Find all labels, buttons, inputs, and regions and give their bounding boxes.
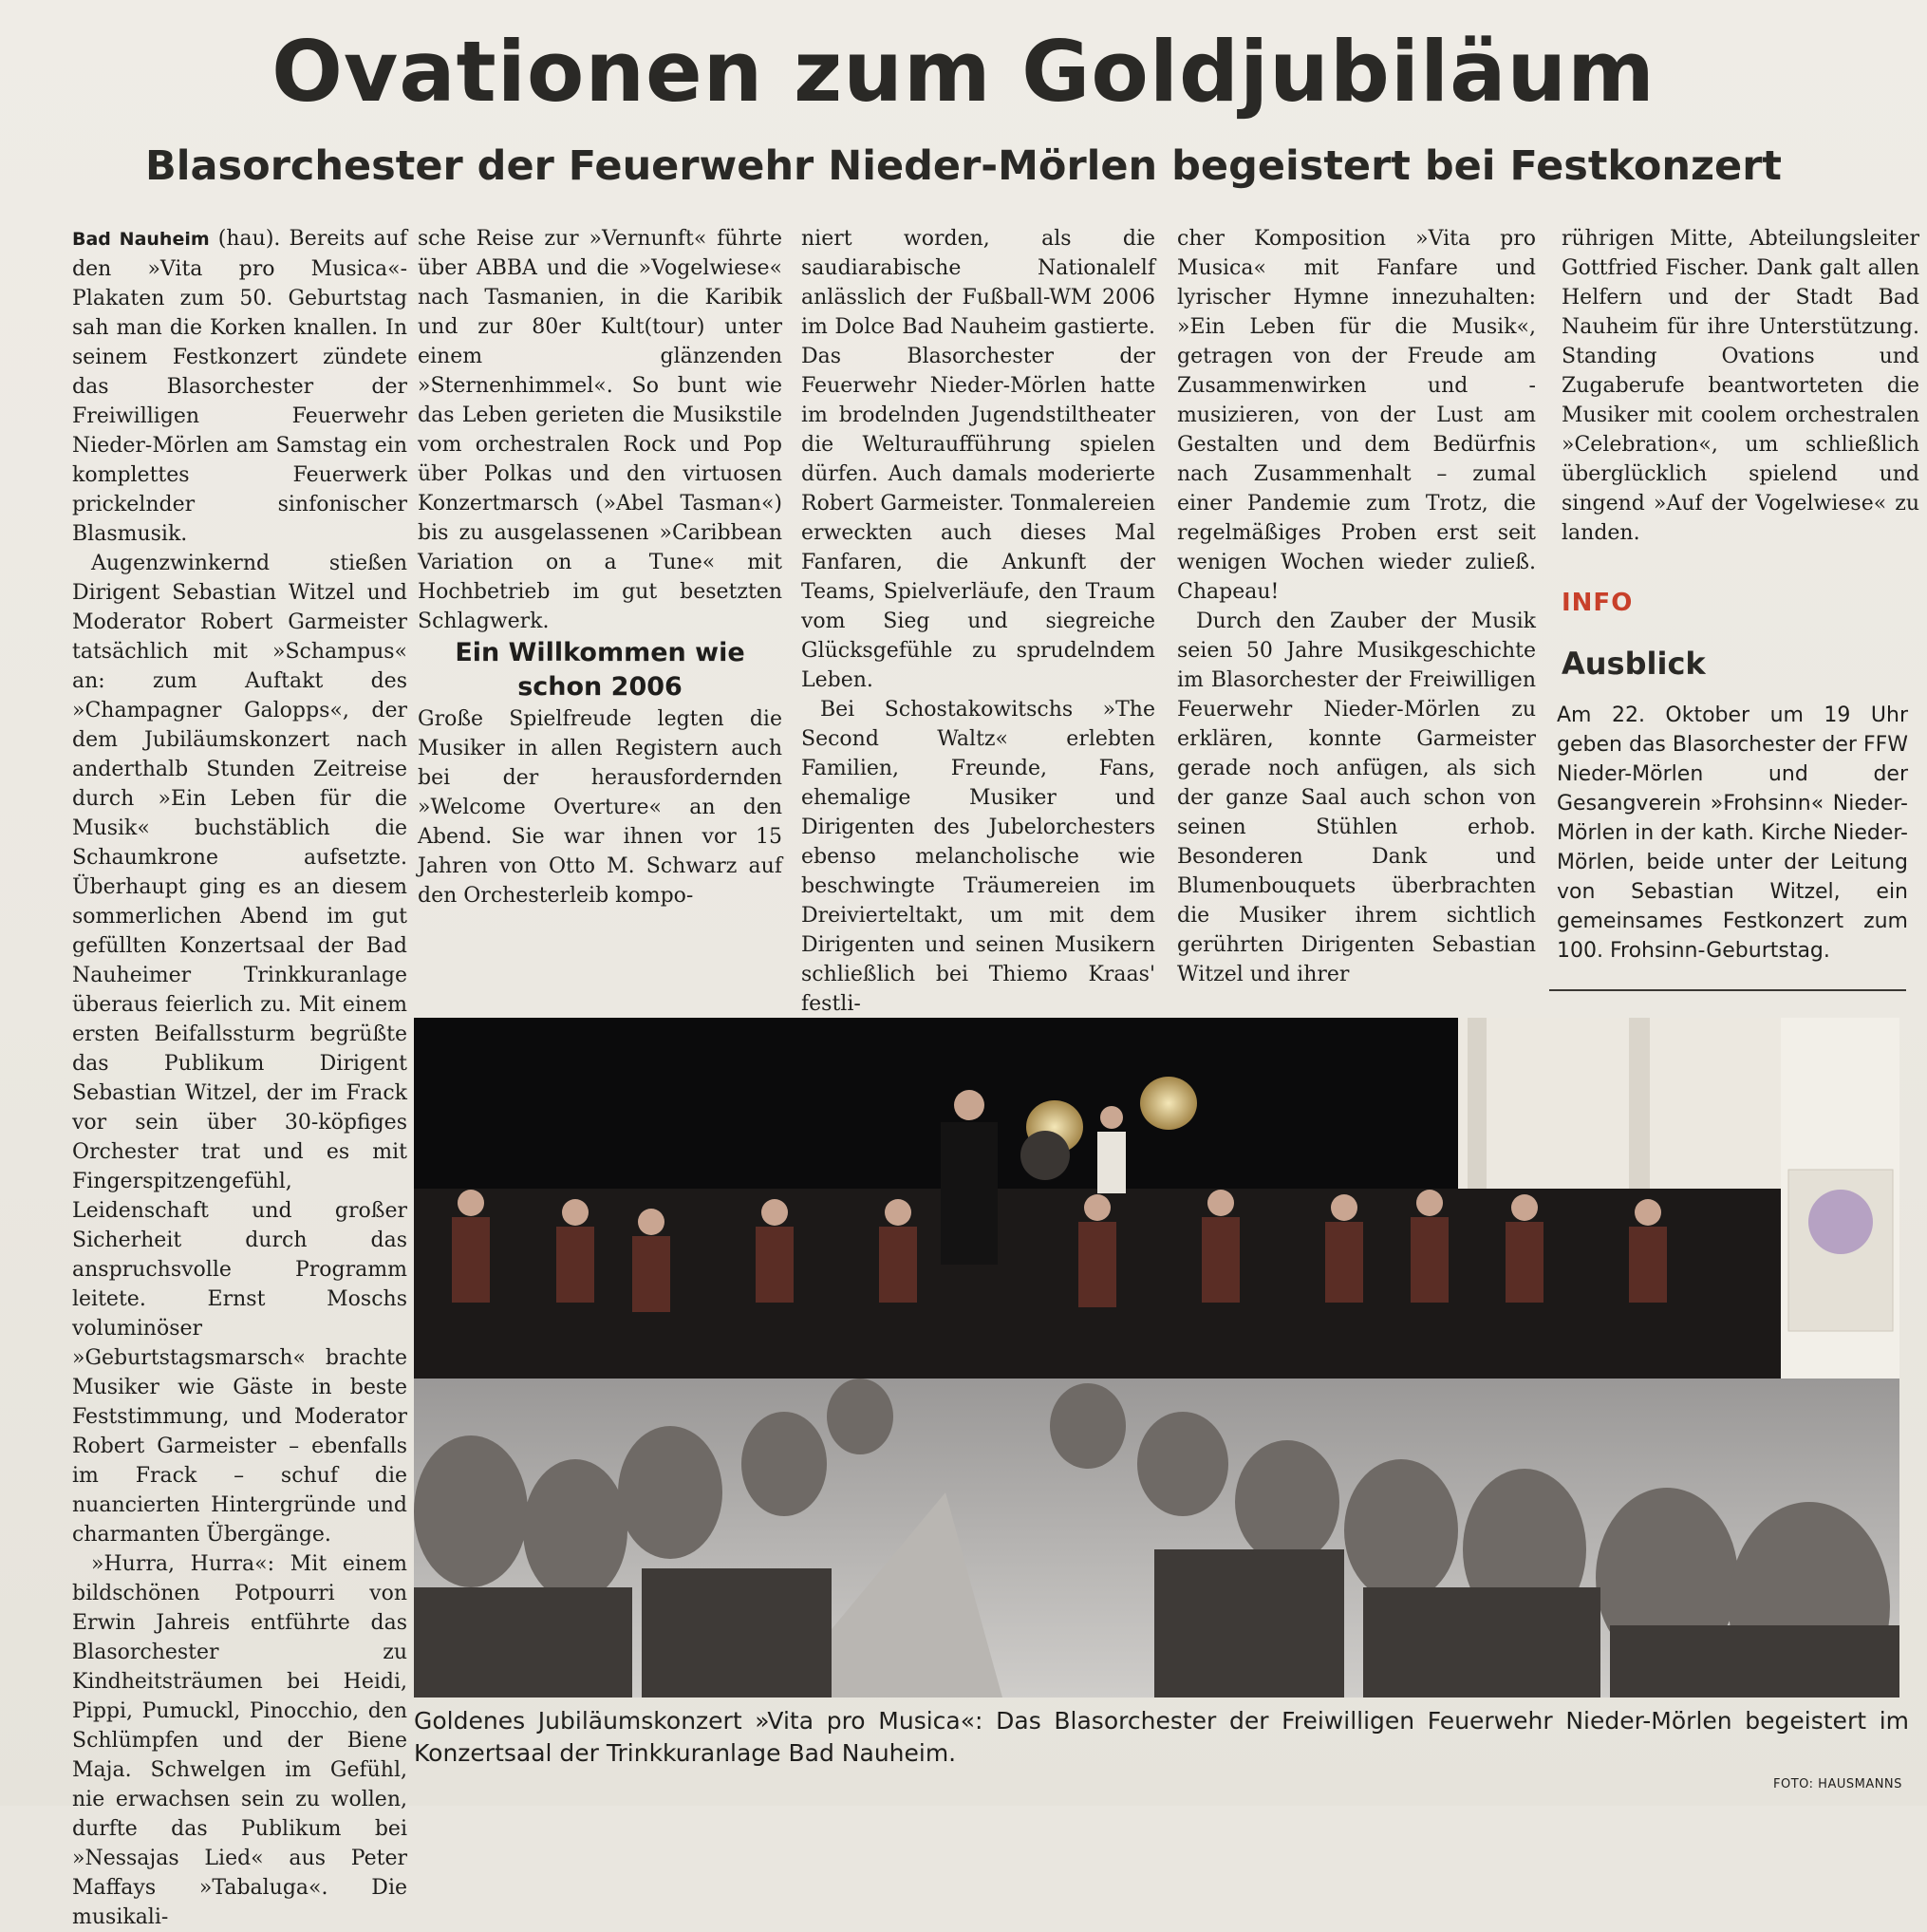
dateline: Bad Nauheim: [72, 229, 210, 250]
subheading: Ein Willkommen wie schon 2006: [455, 638, 745, 702]
paragraph: rührigen Mitte, Abteilungsleiter Gottfried Fischer. Dank galt allen Helfern und der Stadt Bad Nauheim für ihre Unterstützung. Standing Ovations und Zugaberufe beantworteten die Musiker mit coolem orchestralen »Celebration«, um schließlich überglücklich spielend und singend »Auf der Vogelwiese« zu landen.: [1562, 227, 1919, 545]
subheadline: Blasorchester der Feuerwehr Nieder-Mörlen begeistert bei Festkonzert: [145, 142, 1782, 190]
info-tag: INFO: [1562, 589, 1634, 617]
concert-photo: [414, 1018, 1899, 1698]
photo-caption: Goldenes Jubiläumskonzert »Vita pro Musica«: Das Blasorchester der Freiwilligen Feuerwehr Nieder-Mörlen begeistert im Konzertsaal der Trinkkuranlage Bad Nauheim.: [414, 1707, 1909, 1767]
photo-credit: FOTO: HAUSMANNS: [1773, 1777, 1902, 1791]
info-divider: [1549, 989, 1906, 991]
article-column-3: [801, 224, 1155, 1019]
article-column-4: [1177, 224, 1536, 989]
paragraph: Augenzwinkernd stießen Dirigent Sebastian Witzel und Moderator Robert Garmeister tatsächlich mit »Schampus« an: zum Auftakt des »Champagner Galopps«, der dem Jubiläumskonzert nach anderthalb Stunden Zeitreise durch »Ein Leben für die Musik« buchstäblich die Schaumkrone aufsetzte. Überhaupt ging es an diesem sommerlichen Abend im gut gefüllten Konzertsaal der Bad Nauheimer Trinkkuranlage überaus feierlich zu. Mit einem ersten Beifallssturm begrüßte das Publikum Dirigent Sebastian Witzel, der im Frack vor sein über 30-köpfiges Orchester trat und es mit Fingerspitzengefühl, Leidenschaft und großer Sicherheit durch das anspruchsvolle Programm leitete. Ernst Moschs voluminöser »Geburtstagsmarsch« brachte Musiker wie Gäste in beste Feststimmung, und Moderator Robert Garmeister – ebenfalls im Frack – schuf die nuancierten Hintergründe und charmanten Übergänge.: [72, 552, 407, 1547]
paragraph: Durch den Zauber der Musik seien 50 Jahre Musikgeschichte im Blasorchester der Freiwilligen Feuerwehr Nieder-Mörlen zu erklären, konnte Garmeister gerade noch anfügen, als sich der ganze Saal auch schon von seinen Stühlen erhob. Besonderen Dank und Blumenbouquets überbrachten die Musiker ihrem sichtlich gerührten Dirigenten Sebastian Witzel und ihrer: [1177, 610, 1536, 986]
paragraph: sche Reise zur »Vernunft« führte über ABBA und die »Vogelwiese« nach Tasmanien, in die Karibik und zur 80er Kult(tour) unter einem glänzenden »Sternenhimmel«. So bunt wie das Leben gerieten die Musikstile vom orchestralen Rock und Pop über Polkas und den virtuosen Konzertmarsch (»Abel Tasman«) bis zu ausgelassenen »Caribbean Variation on a Tune« mit Hochbetrieb im gut besetzten Schlagwerk.: [418, 227, 782, 633]
lead-text: (hau). Bereits auf den »Vita pro Musica«-Plakaten zum 50. Geburtstag sah man die Korken knallen. In seinem Festkonzert zündete das Blasorchester der Freiwilligen Feuerwehr Nieder-Mörlen am Samstag ein komplettes Feuerwerk prickelnder sinfonischer Blasmusik.: [72, 227, 407, 546]
article-column-2: [418, 224, 782, 910]
article-column-5: [1562, 224, 1919, 548]
info-text: Am 22. Oktober um 19 Uhr geben das Blasorchester der FFW Nieder-Mörlen und der Gesangverein »Frohsinn« Nieder-Mörlen in der kath. Kirche Nieder-Mörlen, beide unter der Leitung von Sebastian Witzel, ein gemeinsames Festkonzert zum 100. Frohsinn-Geburtstag.: [1557, 703, 1908, 963]
info-title: Ausblick: [1562, 646, 1706, 682]
article-column-1: [72, 224, 407, 1932]
paragraph: Bei Schostakowitschs »The Second Waltz« erlebten Familien, Freunde, Fans, ehemalige Musiker und Dirigenten des Jubelorchesters ebenso melancholische wie beschwingte Träumereien im Dreivierteltakt, um mit dem Dirigenten und seinen Musikern schließlich bei Thiemo Kraas' festli-: [801, 698, 1155, 1016]
paragraph: Große Spielfreude legten die Musiker in allen Registern auch bei der herausfordernden »Welcome Overture« an den Abend. Sie war ihnen vor 15 Jahren von Otto M. Schwarz auf den Orchesterleib kompo-: [418, 707, 782, 908]
lead-paragraph: [72, 224, 407, 549]
paragraph: cher Komposition »Vita pro Musica« mit Fanfare und lyrischer Hymne innezuhalten: »Ein Leben für die Musik«, getragen von der Freude am Zusammenwirken und -musizieren, von der Lust am Gestalten und dem Bedürfnis nach Zusammenhalt – zumal einer Pandemie zum Trotz, die regelmäßiges Proben erst seit wenigen Wochen wieder zuließ. Chapeau!: [1177, 227, 1536, 604]
paragraph: »Hurra, Hurra«: Mit einem bildschönen Potpourri von Erwin Jahreis entführte das Blasorchester zu Kindheitsträumen bei Heidi, Pippi, Pumuckl, Pinocchio, den Schlümpfen und der Biene Maja. Schwelgen im Gefühl, nie erwachsen sein zu wollen, durfte das Publikum bei »Nessajas Lied« aus Peter Maffays »Tabaluga«. Die musikali-: [72, 1552, 407, 1929]
headline: Ovationen zum Goldjubiläum: [271, 23, 1656, 121]
paragraph: niert worden, als die saudiarabische Nationalelf anlässlich der Fußball-WM 2006 im Dolce Bad Nauheim gastierte. Das Blasorchester der Feuerwehr Nieder-Mörlen hatte im brodelnden Jugendstiltheater die Welturaufführung spielen dürfen. Auch damals moderierte Robert Garmeister. Tonmalereien erweckten auch dieses Mal Fanfaren, die Ankunft der Teams, Spielverläufe, den Traum vom Sieg und siegreiche Glücksgefühle zu sprudelndem Leben.: [801, 227, 1155, 692]
